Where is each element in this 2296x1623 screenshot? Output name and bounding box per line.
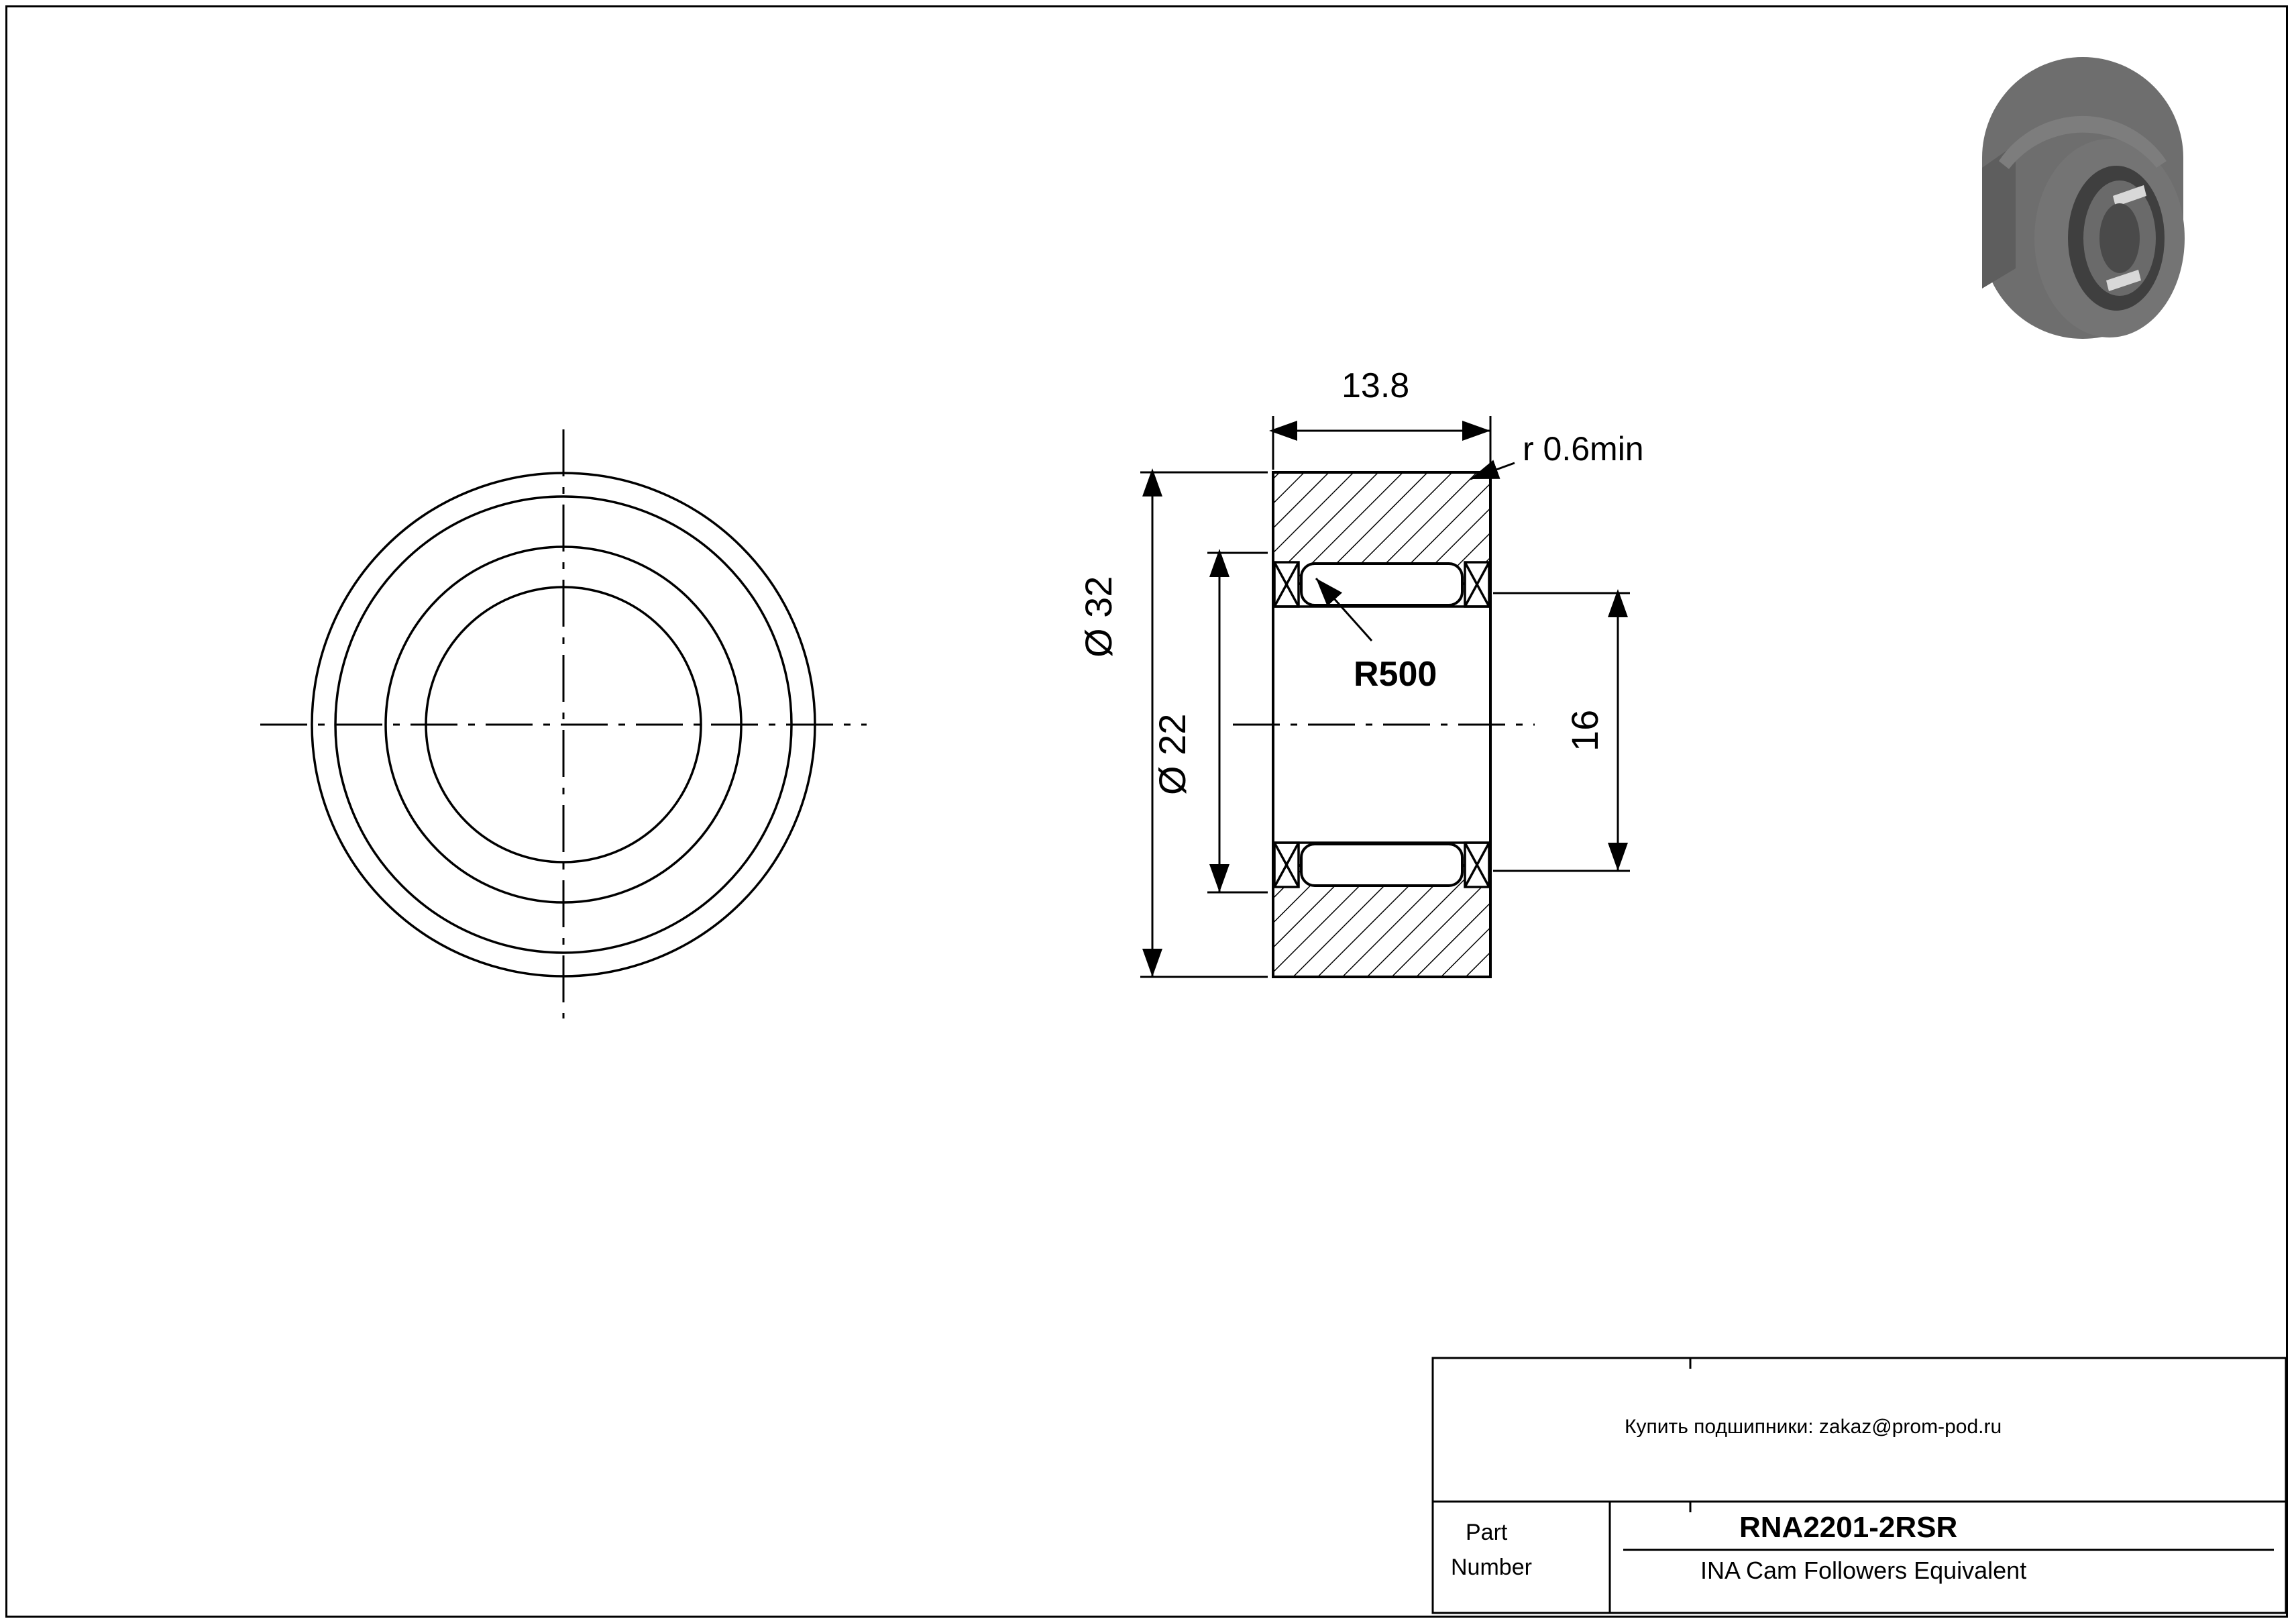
dimension-bore-width-label: 16 bbox=[1564, 709, 1606, 751]
part-number-value: RNA2201-2RSR bbox=[1739, 1511, 1958, 1544]
dimension-roller-radius-label: R500 bbox=[1354, 655, 1437, 694]
dimension-inner-diameter-label: Ø 22 bbox=[1151, 713, 1193, 795]
dimension-corner-radius-label: r 0.6min bbox=[1523, 430, 1644, 468]
part-description: INA Cam Followers Equivalent bbox=[1700, 1557, 2027, 1584]
part-label-line1: Part bbox=[1466, 1520, 1508, 1545]
dimension-width-label: 13.8 bbox=[1342, 366, 1410, 405]
contact-text: Купить подшипники: zakaz@prom-pod.ru bbox=[1625, 1416, 2002, 1438]
part-label-line2: Number bbox=[1451, 1555, 1532, 1580]
dimension-outer-diameter-label: Ø 32 bbox=[1077, 576, 1119, 658]
